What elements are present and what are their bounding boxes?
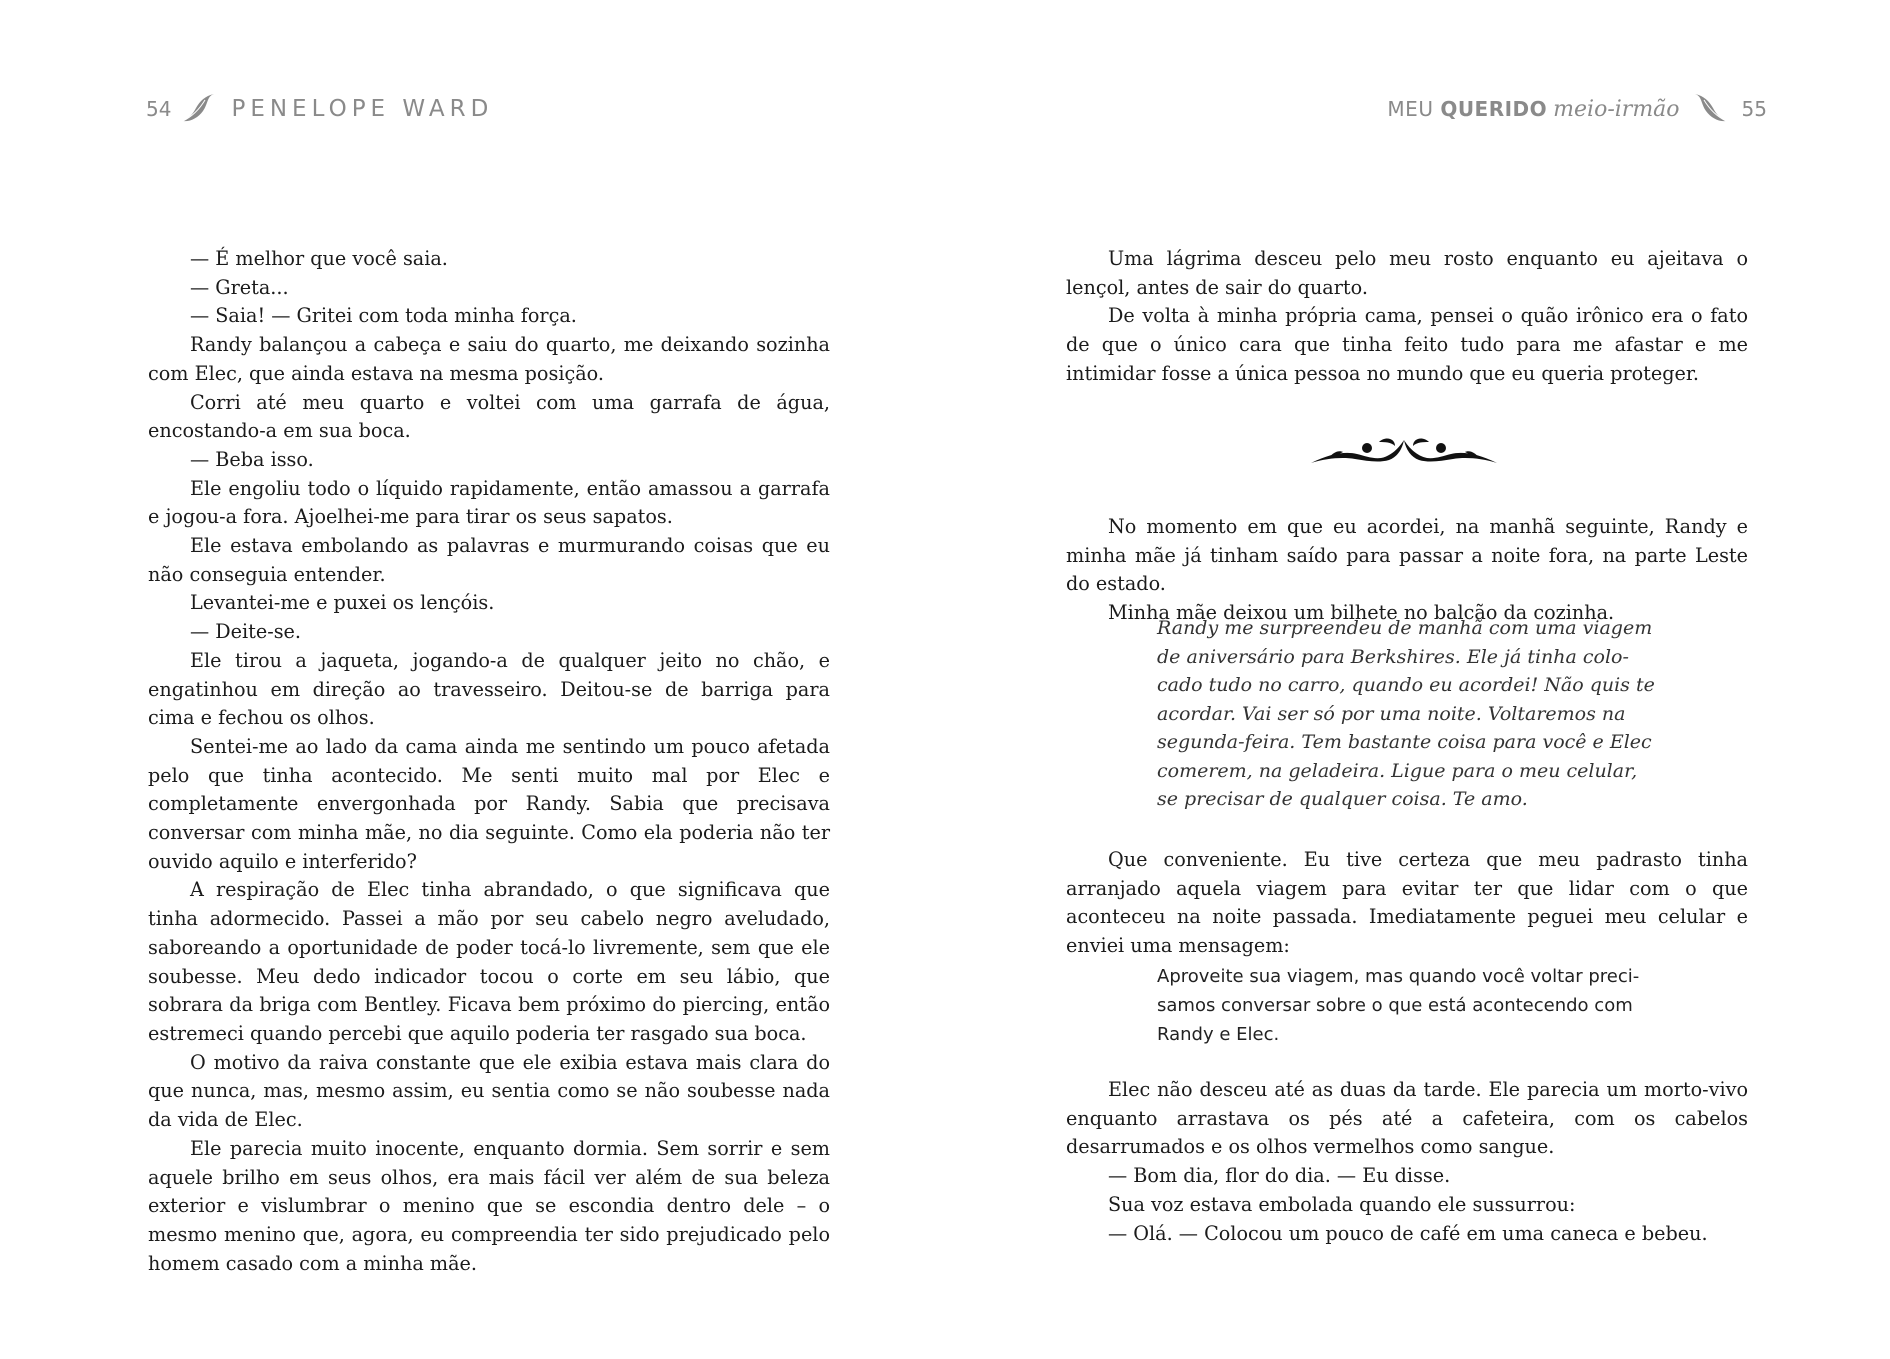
page-number-left: 54 [146,97,172,121]
running-head-right [1387,92,1767,126]
paragraph: — Bom dia, flor do dia. — Eu disse. [1108,1164,1451,1188]
paragraph: — Saia! — Gritei com toda minha força. [190,304,577,328]
paragraph: Que conveniente. Eu tive certeza que meu padrasto tinha arranjado aquela viagem para evitar ter que lidar com o que aconteceu na noite passada. Imediatamente peguei meu celular e enviei uma mensagem: [1066,848,1748,958]
note-line: se precisar de qualquer coisa. Te amo. [1157,788,1528,810]
message-line: Aproveite sua viagem, mas quando você voltar preci- [1157,966,1640,987]
paragraph: Randy balançou a cabeça e saiu do quarto, me deixando sozinha com Elec, que ainda estava na mesma posição. [148,333,830,385]
running-head-left [146,92,493,126]
paragraph: — É melhor que você saia. [190,247,448,270]
book-title-part: MEU [1387,96,1441,121]
flourish-ornament-icon [1309,434,1499,468]
paragraph: Ele tirou a jaqueta, jogando-a de qualquer jeito no chão, e engatinhou em direção ao travesseiro. Deitou-se de barriga para cima e fechou os olhos. [148,648,830,730]
paragraph: Sentei-me ao lado da cama ainda me sentindo um pouco afetada pelo que tinha acontecido. Me senti muito mal por Elec e completamente envergonhada por Randy. Sabia que precisava conversar com minha mãe, no dia seguinte. Como ela poderia não ter ouvido aquilo e interferido? [148,734,830,873]
note-line: segunda-feira. Tem bastante coisa para você e Elec [1157,731,1652,753]
note-line: Randy me surpreendeu de manhã com uma viagem [1157,617,1653,639]
right-body-text [1066,245,1748,389]
paragraph: — Beba isso. [190,447,314,471]
paragraph: Uma lágrima desceu pelo meu rosto enquanto eu ajeitava o lençol, antes de sair do quarto. [1066,247,1748,299]
paragraph: — Greta... [190,275,289,299]
paragraph: Minha mãe deixou um bilhete no balcão da cozinha. [1108,601,1615,625]
note-line: cado tudo no carro, quando eu acordei! Não quis te [1157,674,1655,696]
handwritten-note [1157,614,1662,814]
paragraph: De volta à minha própria cama, pensei o quão irônico era o fato de que o único cara que tinha feito tudo para me afastar e me intimidar fosse a única pessoa no mundo que eu queria proteger. [1066,304,1748,385]
author-name: PENELOPE WARD [231,96,494,122]
paragraph: Levantei-me e puxei os lençóis. [190,591,495,615]
paragraph: A respiração de Elec tinha abrandado, o que significava que tinha adormecido. Passei a mão por seu cabelo negro aveludado, saboreando a oportunidade de poder tocá-lo livremente, sem que ele soubesse. Meu dedo indicador tocou o corte em seu lábio, que sobrara da briga com Bentley. Ficava bem próximo do piercing, então estremeci quando percebi que aquilo poderia ter rasgado sua boca. [148,878,830,1045]
text-message [1157,962,1667,1049]
right-body-text-after-note [1066,846,1748,961]
note-line: comerem, na geladeira. Ligue para o meu celular, [1157,759,1638,782]
paragraph: Ele engoliu todo o líquido rapidamente, então amassou a garrafa e jogou-a fora. Ajoelhei-me para tirar os seus sapatos. [148,476,830,529]
book-title [1387,97,1679,122]
book-title-part: meio-irmão [1553,96,1680,122]
right-body-text-bottom [1066,1076,1748,1248]
paragraph: Elec não desceu até as duas da tarde. Ele parecia um morto-vivo enquanto arrastava os pés até a cafeteira, com os cabelos desarrumados e os olhos vermelhos como sangue. [1066,1078,1748,1159]
leaf-icon [1692,92,1728,126]
paragraph: Ele estava embolando as palavras e murmurando coisas que eu não conseguia entender. [148,534,830,586]
paragraph: — Deite-se. [190,620,302,644]
right-body-text-mid [1066,513,1748,628]
message-line: Randy e Elec. [1157,1024,1280,1045]
note-line: acordar. Vai ser só por uma noite. Voltaremos na [1157,702,1626,725]
paragraph: Ele parecia muito inocente, enquanto dormia. Sem sorrir e sem aquele brilho em seus olhos, era mais fácil ver além de sua beleza exterior e vislumbrar o menino que se escondia dentro dele – o mesmo menino que, agora, eu compreendia ter sido prejudicado pelo homem casado com a minha mãe. [148,1136,830,1275]
left-body-text [148,245,830,1278]
paragraph: — Olá. — Colocou um pouco de café em uma caneca e bebeu. [1108,1221,1708,1245]
page-number-right: 55 [1741,97,1767,121]
paragraph: Corri até meu quarto e voltei com uma garrafa de água, encostando-a em sua boca. [148,390,830,443]
note-line: de aniversário para Berkshires. Ele já tinha colo- [1157,645,1629,668]
paragraph: Sua voz estava embolada quando ele sussurrou: [1108,1192,1576,1216]
book-title-part: QUERIDO [1440,96,1548,121]
message-line: samos conversar sobre o que está acontecendo com [1157,995,1633,1016]
paragraph: No momento em que eu acordei, na manhã seguinte, Randy e minha mãe já tinham saído para passar a noite fora, na parte Leste do estado. [1066,515,1748,596]
paragraph: O motivo da raiva constante que ele exibia estava mais clara do que nunca, mas, mesmo assim, eu sentia como se não soubesse nada da vida de Elec. [148,1050,830,1132]
leaf-icon [181,92,217,126]
